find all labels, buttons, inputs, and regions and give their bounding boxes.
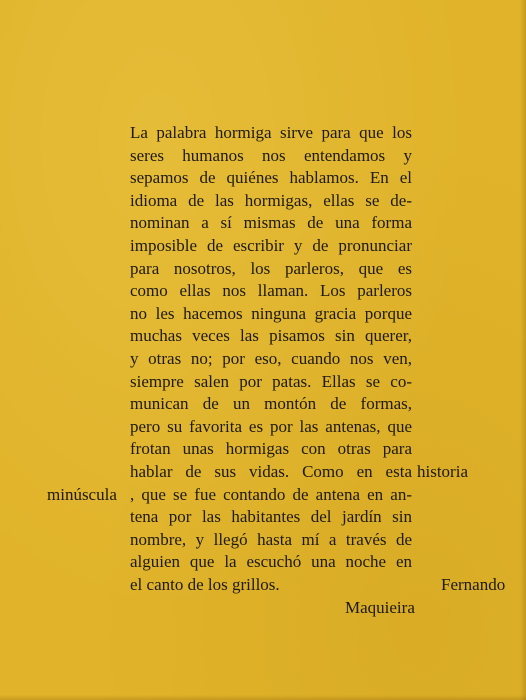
blurb-line: , que se fue contando de antena en an- [130, 484, 412, 504]
blurb-line: seres humanos nos entendamos y [130, 145, 412, 165]
blurb-line: sepamos de quiénes hablamos. En el [130, 168, 412, 188]
blurb-line: nominan a sí mismas de una forma [130, 213, 412, 233]
blurb-line: hablar de sus vidas. Como en esta [130, 462, 412, 481]
blurb-line: y otras no; por eso, cuando nos ven, [130, 349, 412, 368]
author-last-name: Maquieira [345, 597, 415, 617]
blurb-line: no les hacemos ninguna gracia porque [130, 303, 412, 323]
blurb-line: alguien que la escuchó una noche en [130, 552, 412, 572]
author-first-name: Fernando [441, 575, 506, 594]
blurb-line: para nosotros, los parleros, que es [130, 258, 412, 278]
blurb-line: tena por las habitantes del jardín sin [130, 507, 412, 527]
cover-right-edge [520, 0, 526, 700]
blurb-line: siempre salen por patas. Ellas se co- [130, 371, 412, 391]
blurb-line: idioma de las hormigas, ellas se de- [130, 190, 412, 210]
blurb-line: muchas veces las pisamos sin querer, [130, 326, 412, 346]
blurb-line: munican de un montón de formas, [130, 394, 412, 414]
blurb-line: el canto de los grillos. [130, 575, 280, 594]
blurb-line: como ellas nos llaman. Los parleros [130, 281, 412, 301]
cover-bottom-edge [0, 695, 526, 700]
blurb-line: La palabra hormiga sirve para que los [130, 123, 412, 142]
blurb-line: imposible de escribir y de pronunciar [130, 236, 412, 255]
blurb-line: pero su favorita es por las antenas, que [130, 416, 412, 436]
blurb-line: frotan unas hormigas con otras para [130, 439, 412, 459]
blurb-line: nombre, y llegó hasta mí a través de [130, 529, 412, 549]
title-word-minuscula: minúscula [47, 484, 117, 504]
title-word-historia: historia [417, 462, 468, 481]
